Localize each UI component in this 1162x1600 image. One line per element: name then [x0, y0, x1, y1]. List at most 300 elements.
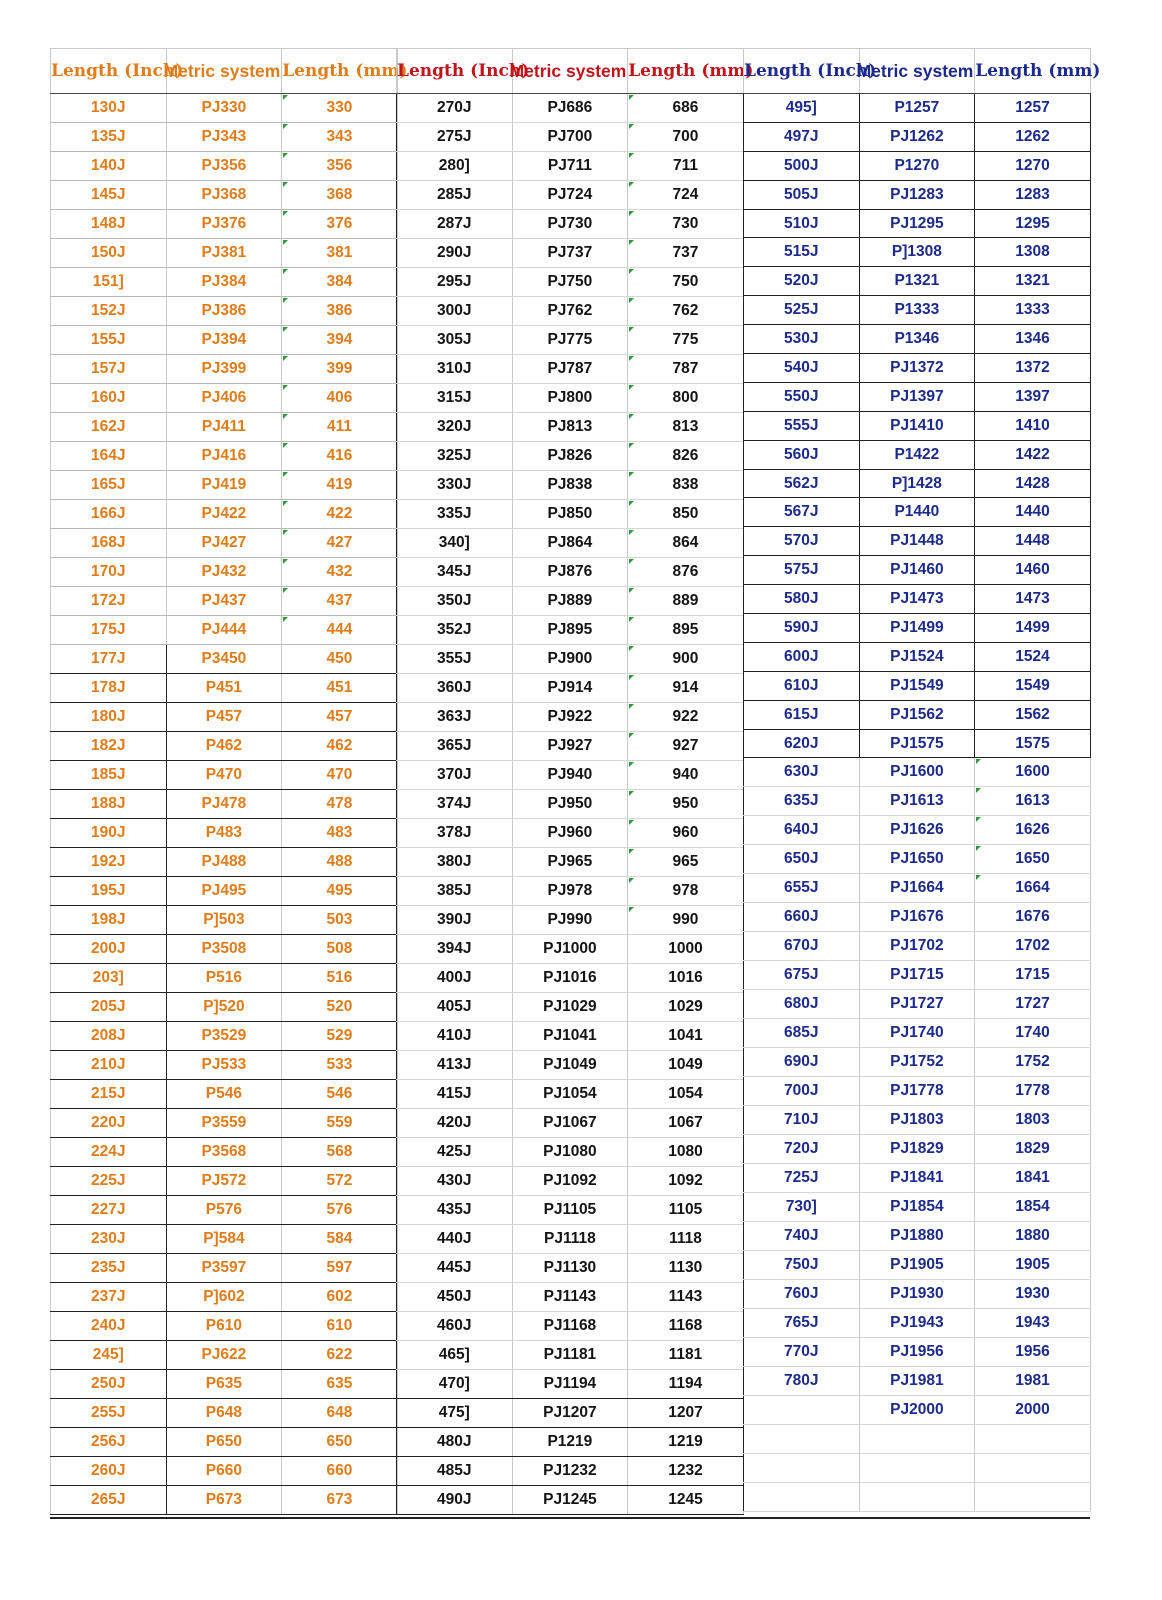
- cell-length-inch: 550J: [744, 382, 860, 411]
- cell-length-inch: 765J: [744, 1309, 860, 1338]
- cell-metric-code: PJ1562: [859, 700, 975, 729]
- cell-length-mm: 737: [628, 239, 744, 268]
- cell-length-inch: 195J: [51, 877, 167, 906]
- cell-length-mm: 900: [628, 645, 744, 674]
- cell-length-inch: 280]: [397, 152, 513, 181]
- table-row: [744, 238, 1091, 267]
- table-row: [744, 614, 1091, 643]
- cell-metric-code: PJ826: [512, 442, 628, 471]
- cell-length-mm: 1727: [975, 990, 1091, 1019]
- cell-length-mm: 610: [282, 1312, 398, 1341]
- table-row: [397, 1138, 744, 1167]
- table-row: [51, 993, 398, 1022]
- cell-length-mm: 462: [282, 732, 398, 761]
- cell-metric-code: PJ787: [512, 355, 628, 384]
- cell-length-mm: 1524: [975, 642, 1091, 671]
- cell-length-inch: 230J: [51, 1225, 167, 1254]
- cell-length-mm: 850: [628, 500, 744, 529]
- cell-metric-code: PJ1397: [859, 382, 975, 411]
- table-row: [397, 1457, 744, 1486]
- cell-metric-code: PJ1207: [512, 1399, 628, 1428]
- table-row: [51, 761, 398, 790]
- table-row: [51, 1051, 398, 1080]
- table-row: [744, 932, 1091, 961]
- table-row: [51, 413, 398, 442]
- cell-length-mm: 1194: [628, 1370, 744, 1399]
- table-row: [397, 790, 744, 819]
- cell-length-inch: 500J: [744, 151, 860, 180]
- table-row: [744, 411, 1091, 440]
- cell-length-mm: 1428: [975, 469, 1091, 498]
- cell-length-mm: 1600: [975, 758, 1091, 787]
- cell-length-inch: 580J: [744, 585, 860, 614]
- cell-length-inch: 345J: [397, 558, 513, 587]
- table-row: [397, 94, 744, 123]
- cell-metric-code: P]602: [166, 1283, 282, 1312]
- cell-length-mm: 864: [628, 529, 744, 558]
- cell-length-inch: 780J: [744, 1367, 860, 1396]
- cell-length-inch: 370J: [397, 761, 513, 790]
- table-row: [744, 990, 1091, 1019]
- cell-length-inch: 155J: [51, 326, 167, 355]
- cell-length-inch: 460J: [397, 1312, 513, 1341]
- cell-length-mm: 1321: [975, 267, 1091, 296]
- table-row: [744, 527, 1091, 556]
- header-length-inch: Length (Inch): [51, 49, 167, 94]
- cell-length-mm: 838: [628, 471, 744, 500]
- size-table: [396, 48, 754, 1515]
- cell-metric-code: PJ376: [166, 210, 282, 239]
- cell-metric-code: PJ622: [166, 1341, 282, 1370]
- cell-length-mm: 1232: [628, 1457, 744, 1486]
- cell-metric-code: PJ750: [512, 268, 628, 297]
- cell-length-inch: 175J: [51, 616, 167, 645]
- cell-metric-code: PJ488: [166, 848, 282, 877]
- cell-metric-code: PJ1854: [859, 1193, 975, 1222]
- table-row: [744, 94, 1091, 123]
- table-row: [744, 1106, 1091, 1135]
- cell-metric-code: PJ1054: [512, 1080, 628, 1109]
- cell-metric-code: PJ1981: [859, 1367, 975, 1396]
- cell-metric-code: PJ940: [512, 761, 628, 790]
- header-row: [397, 49, 744, 94]
- cell-metric-code: P1321: [859, 267, 975, 296]
- cell-length-inch: 740J: [744, 1222, 860, 1251]
- cell-length-inch: 235J: [51, 1254, 167, 1283]
- cell-metric-code: PJ1752: [859, 1048, 975, 1077]
- cell-metric-code: P462: [166, 732, 282, 761]
- cell-metric-code: P]1308: [859, 238, 975, 267]
- cell-length-inch: 208J: [51, 1022, 167, 1051]
- table-row: [744, 585, 1091, 614]
- cell-metric-code: P]584: [166, 1225, 282, 1254]
- cell-length-mm: 572: [282, 1167, 398, 1196]
- cell-length-inch: 182J: [51, 732, 167, 761]
- cell-length-inch: 400J: [397, 964, 513, 993]
- cell-length-mm: 730: [628, 210, 744, 239]
- cell-length-inch: 685J: [744, 1019, 860, 1048]
- cell-length-mm: 384: [282, 268, 398, 297]
- cell-length-inch: 203]: [51, 964, 167, 993]
- table-row: [51, 442, 398, 471]
- cell-length-mm: 602: [282, 1283, 398, 1312]
- table-row: [744, 151, 1091, 180]
- table-row: [397, 326, 744, 355]
- cell-length-mm: 1000: [628, 935, 744, 964]
- cell-length-mm: 1803: [975, 1106, 1091, 1135]
- table-row: [397, 1080, 744, 1109]
- cell-length-inch: 190J: [51, 819, 167, 848]
- cell-metric-code: PJ437: [166, 587, 282, 616]
- cell-metric-code: P3529: [166, 1022, 282, 1051]
- cell-metric-code: P]503: [166, 906, 282, 935]
- table-row: [744, 1396, 1091, 1425]
- cell-metric-code: PJ1029: [512, 993, 628, 1022]
- table-row: [744, 671, 1091, 700]
- cell-metric-code: PJ1841: [859, 1164, 975, 1193]
- cell-length-mm: 965: [628, 848, 744, 877]
- table-row: [744, 267, 1091, 296]
- cell-length-mm: 427: [282, 529, 398, 558]
- cell-metric-code: P650: [166, 1428, 282, 1457]
- cell-length-mm: 483: [282, 819, 398, 848]
- cell-metric-code: PJ1118: [512, 1225, 628, 1254]
- cell-metric-code: PJ1181: [512, 1341, 628, 1370]
- cell-length-mm: 1829: [975, 1135, 1091, 1164]
- cell-length-inch: 224J: [51, 1138, 167, 1167]
- table-row: [51, 819, 398, 848]
- cell-length-inch: 710J: [744, 1106, 860, 1135]
- table-row: [51, 210, 398, 239]
- cell-length-inch: 160J: [51, 384, 167, 413]
- header-length-mm: Length (mm): [282, 49, 398, 94]
- cell-metric-code: PJ1245: [512, 1486, 628, 1515]
- cell-length-mm: 1943: [975, 1309, 1091, 1338]
- cell-length-mm: 1054: [628, 1080, 744, 1109]
- cell-length-mm: 1283: [975, 180, 1091, 209]
- cell-metric-code: P451: [166, 674, 282, 703]
- cell-metric-code: PJ978: [512, 877, 628, 906]
- cell-length-inch: 180J: [51, 703, 167, 732]
- cell-length-mm: 376: [282, 210, 398, 239]
- cell-length-inch: 255J: [51, 1399, 167, 1428]
- cell-length-mm: 1049: [628, 1051, 744, 1080]
- cell-length-mm: 711: [628, 152, 744, 181]
- cell-length-inch: 405J: [397, 993, 513, 1022]
- table-row: [397, 268, 744, 297]
- cell-length-inch: 192J: [51, 848, 167, 877]
- cell-length-mm: 1752: [975, 1048, 1091, 1077]
- cell-length-inch: 256J: [51, 1428, 167, 1457]
- cell-length-mm: 1981: [975, 1367, 1091, 1396]
- table-block-black: [396, 48, 754, 1515]
- cell-length-mm: 1346: [975, 325, 1091, 354]
- cell-length-mm: 520: [282, 993, 398, 1022]
- table-row: [744, 440, 1091, 469]
- cell-length-inch: 725J: [744, 1164, 860, 1193]
- cell-metric-code: PJ1880: [859, 1222, 975, 1251]
- cell-metric-code: PJ850: [512, 500, 628, 529]
- cell-length-inch: 700J: [744, 1077, 860, 1106]
- cell-length-inch: 172J: [51, 587, 167, 616]
- cell-length-mm: 1499: [975, 614, 1091, 643]
- cell-length-inch: 285J: [397, 181, 513, 210]
- cell-length-mm: 700: [628, 123, 744, 152]
- table-row: [51, 500, 398, 529]
- table-row: [397, 587, 744, 616]
- cell-length-inch: 385J: [397, 877, 513, 906]
- cell-length-inch: 140J: [51, 152, 167, 181]
- cell-length-mm: 422: [282, 500, 398, 529]
- cell-length-mm: 508: [282, 935, 398, 964]
- cell-length-mm: 750: [628, 268, 744, 297]
- cell-metric-code: PJ533: [166, 1051, 282, 1080]
- table-row: [397, 1312, 744, 1341]
- cell-length-mm: 1715: [975, 961, 1091, 990]
- cell-metric-code: PJ406: [166, 384, 282, 413]
- table-row: [51, 239, 398, 268]
- cell-metric-code: P470: [166, 761, 282, 790]
- table-row: [51, 1022, 398, 1051]
- cell-length-inch: 720J: [744, 1135, 860, 1164]
- table-row: [397, 471, 744, 500]
- cell-length-inch: 420J: [397, 1109, 513, 1138]
- cell-metric-code: PJ711: [512, 152, 628, 181]
- cell-length-mm: 488: [282, 848, 398, 877]
- cell-length-mm: [975, 1454, 1091, 1483]
- cell-metric-code: PJ411: [166, 413, 282, 442]
- table-row: [397, 1022, 744, 1051]
- table-row: [51, 1457, 398, 1486]
- cell-metric-code: P3559: [166, 1109, 282, 1138]
- table-row: [397, 1283, 744, 1312]
- table-row: [397, 1399, 744, 1428]
- cell-length-inch: 166J: [51, 500, 167, 529]
- cell-metric-code: P576: [166, 1196, 282, 1225]
- cell-length-mm: 1143: [628, 1283, 744, 1312]
- table-row: [51, 1283, 398, 1312]
- table-row: [397, 239, 744, 268]
- cell-metric-code: PJ1524: [859, 642, 975, 671]
- cell-length-inch: 325J: [397, 442, 513, 471]
- cell-length-inch: 394J: [397, 935, 513, 964]
- table-row: [51, 558, 398, 587]
- header-metric-system: Metric system: [512, 49, 628, 94]
- cell-length-inch: 170J: [51, 558, 167, 587]
- cell-length-inch: 350J: [397, 587, 513, 616]
- cell-length-inch: 310J: [397, 355, 513, 384]
- cell-length-inch: 675J: [744, 961, 860, 990]
- table-row: [744, 1019, 1091, 1048]
- header-row: [744, 49, 1091, 94]
- cell-length-inch: [744, 1425, 860, 1454]
- table-row: [397, 1167, 744, 1196]
- cell-metric-code: P1440: [859, 498, 975, 527]
- cell-metric-code: PJ1549: [859, 671, 975, 700]
- cell-length-mm: 1207: [628, 1399, 744, 1428]
- cell-length-mm: 1740: [975, 1019, 1091, 1048]
- cell-metric-code: PJ1650: [859, 845, 975, 874]
- cell-length-inch: 730]: [744, 1193, 860, 1222]
- cell-length-mm: 622: [282, 1341, 398, 1370]
- table-row: [744, 325, 1091, 354]
- cell-length-inch: 300J: [397, 297, 513, 326]
- cell-metric-code: P635: [166, 1370, 282, 1399]
- cell-length-mm: 826: [628, 442, 744, 471]
- cell-length-mm: 1092: [628, 1167, 744, 1196]
- cell-length-mm: 978: [628, 877, 744, 906]
- cell-length-mm: 1168: [628, 1312, 744, 1341]
- cell-metric-code: P3597: [166, 1254, 282, 1283]
- cell-metric-code: PJ1041: [512, 1022, 628, 1051]
- cell-length-inch: 265J: [51, 1486, 167, 1515]
- table-row: [744, 1367, 1091, 1396]
- table-row: [51, 529, 398, 558]
- table-row: [744, 1193, 1091, 1222]
- cell-length-inch: 485J: [397, 1457, 513, 1486]
- cell-length-inch: 465]: [397, 1341, 513, 1370]
- cell-length-inch: 690J: [744, 1048, 860, 1077]
- table-row: [397, 703, 744, 732]
- table-row: [744, 498, 1091, 527]
- cell-length-inch: 315J: [397, 384, 513, 413]
- cell-metric-code: PJ1943: [859, 1309, 975, 1338]
- cell-metric-code: PJ927: [512, 732, 628, 761]
- cell-metric-code: P1270: [859, 151, 975, 180]
- cell-length-mm: 559: [282, 1109, 398, 1138]
- table-row: [744, 1425, 1091, 1454]
- cell-metric-code: PJ1664: [859, 874, 975, 903]
- cell-metric-code: PJ922: [512, 703, 628, 732]
- cell-length-mm: 787: [628, 355, 744, 384]
- table-row: [51, 587, 398, 616]
- table-row: [51, 1486, 398, 1515]
- cell-length-mm: 1956: [975, 1338, 1091, 1367]
- cell-metric-code: PJ1372: [859, 354, 975, 383]
- table-row: [397, 181, 744, 210]
- cell-length-mm: 381: [282, 239, 398, 268]
- cell-length-mm: 1664: [975, 874, 1091, 903]
- cell-length-mm: 1029: [628, 993, 744, 1022]
- cell-length-inch: 750J: [744, 1251, 860, 1280]
- table-row: [744, 961, 1091, 990]
- table-row: [397, 761, 744, 790]
- table-row: [744, 180, 1091, 209]
- cell-length-mm: 1270: [975, 151, 1091, 180]
- cell-length-mm: 576: [282, 1196, 398, 1225]
- table-row: [744, 903, 1091, 932]
- cell-length-mm: 503: [282, 906, 398, 935]
- table-row: [51, 123, 398, 152]
- cell-metric-code: PJ762: [512, 297, 628, 326]
- cell-length-mm: 437: [282, 587, 398, 616]
- table-row: [397, 413, 744, 442]
- cell-metric-code: PJ864: [512, 529, 628, 558]
- cell-metric-code: P457: [166, 703, 282, 732]
- table-row: [51, 384, 398, 413]
- size-table: [50, 48, 408, 1515]
- table-row: [744, 354, 1091, 383]
- cell-length-mm: 1562: [975, 700, 1091, 729]
- table-row: [397, 297, 744, 326]
- cell-metric-code: PJ737: [512, 239, 628, 268]
- cell-metric-code: P648: [166, 1399, 282, 1428]
- cell-length-mm: 1245: [628, 1486, 744, 1515]
- cell-metric-code: PJ1130: [512, 1254, 628, 1283]
- cell-metric-code: PJ1829: [859, 1135, 975, 1164]
- table-row: [397, 1341, 744, 1370]
- cell-length-mm: 1118: [628, 1225, 744, 1254]
- cell-length-inch: 620J: [744, 729, 860, 758]
- cell-length-inch: 151]: [51, 268, 167, 297]
- cell-length-inch: [744, 1483, 860, 1512]
- cell-length-mm: 584: [282, 1225, 398, 1254]
- cell-length-inch: 290J: [397, 239, 513, 268]
- table-row: [744, 1222, 1091, 1251]
- cell-length-mm: 1372: [975, 354, 1091, 383]
- cell-length-inch: 198J: [51, 906, 167, 935]
- table-row: [397, 848, 744, 877]
- cell-length-mm: 1397: [975, 382, 1091, 411]
- cell-metric-code: PJ1740: [859, 1019, 975, 1048]
- cell-metric-code: PJ960: [512, 819, 628, 848]
- cell-metric-code: P3450: [166, 645, 282, 674]
- table-row: [397, 1051, 744, 1080]
- cell-length-mm: 1105: [628, 1196, 744, 1225]
- cell-length-inch: 445J: [397, 1254, 513, 1283]
- cell-length-inch: 435J: [397, 1196, 513, 1225]
- cell-metric-code: PJ1715: [859, 961, 975, 990]
- table-row: [397, 558, 744, 587]
- table-row: [51, 732, 398, 761]
- cell-length-inch: 430J: [397, 1167, 513, 1196]
- table-row: [744, 469, 1091, 498]
- table-row: [51, 1312, 398, 1341]
- cell-metric-code: [859, 1483, 975, 1512]
- cell-length-inch: 770J: [744, 1338, 860, 1367]
- cell-length-mm: 1262: [975, 122, 1091, 151]
- cell-length-mm: 950: [628, 790, 744, 819]
- cell-length-inch: 335J: [397, 500, 513, 529]
- cell-length-inch: 185J: [51, 761, 167, 790]
- cell-metric-code: P1219: [512, 1428, 628, 1457]
- cell-length-inch: 227J: [51, 1196, 167, 1225]
- cell-length-inch: 480J: [397, 1428, 513, 1457]
- table-row: [744, 700, 1091, 729]
- header-length-inch: Length (Inch): [397, 49, 513, 94]
- cell-length-mm: 1130: [628, 1254, 744, 1283]
- cell-length-inch: 413J: [397, 1051, 513, 1080]
- cell-length-inch: 520J: [744, 267, 860, 296]
- cell-length-mm: 1549: [975, 671, 1091, 700]
- cell-metric-code: PJ1105: [512, 1196, 628, 1225]
- cell-metric-code: P660: [166, 1457, 282, 1486]
- cell-length-mm: 1460: [975, 556, 1091, 585]
- cell-length-mm: 1841: [975, 1164, 1091, 1193]
- cell-metric-code: PJ895: [512, 616, 628, 645]
- cell-metric-code: PJ1600: [859, 758, 975, 787]
- table-row: [397, 616, 744, 645]
- cell-length-mm: 1067: [628, 1109, 744, 1138]
- cell-metric-code: P1333: [859, 296, 975, 325]
- cell-length-mm: 1905: [975, 1251, 1091, 1280]
- cell-length-inch: 680J: [744, 990, 860, 1019]
- cell-length-mm: 444: [282, 616, 398, 645]
- cell-length-mm: 1702: [975, 932, 1091, 961]
- table-row: [397, 1109, 744, 1138]
- cell-length-mm: 1295: [975, 209, 1091, 238]
- cell-length-inch: 378J: [397, 819, 513, 848]
